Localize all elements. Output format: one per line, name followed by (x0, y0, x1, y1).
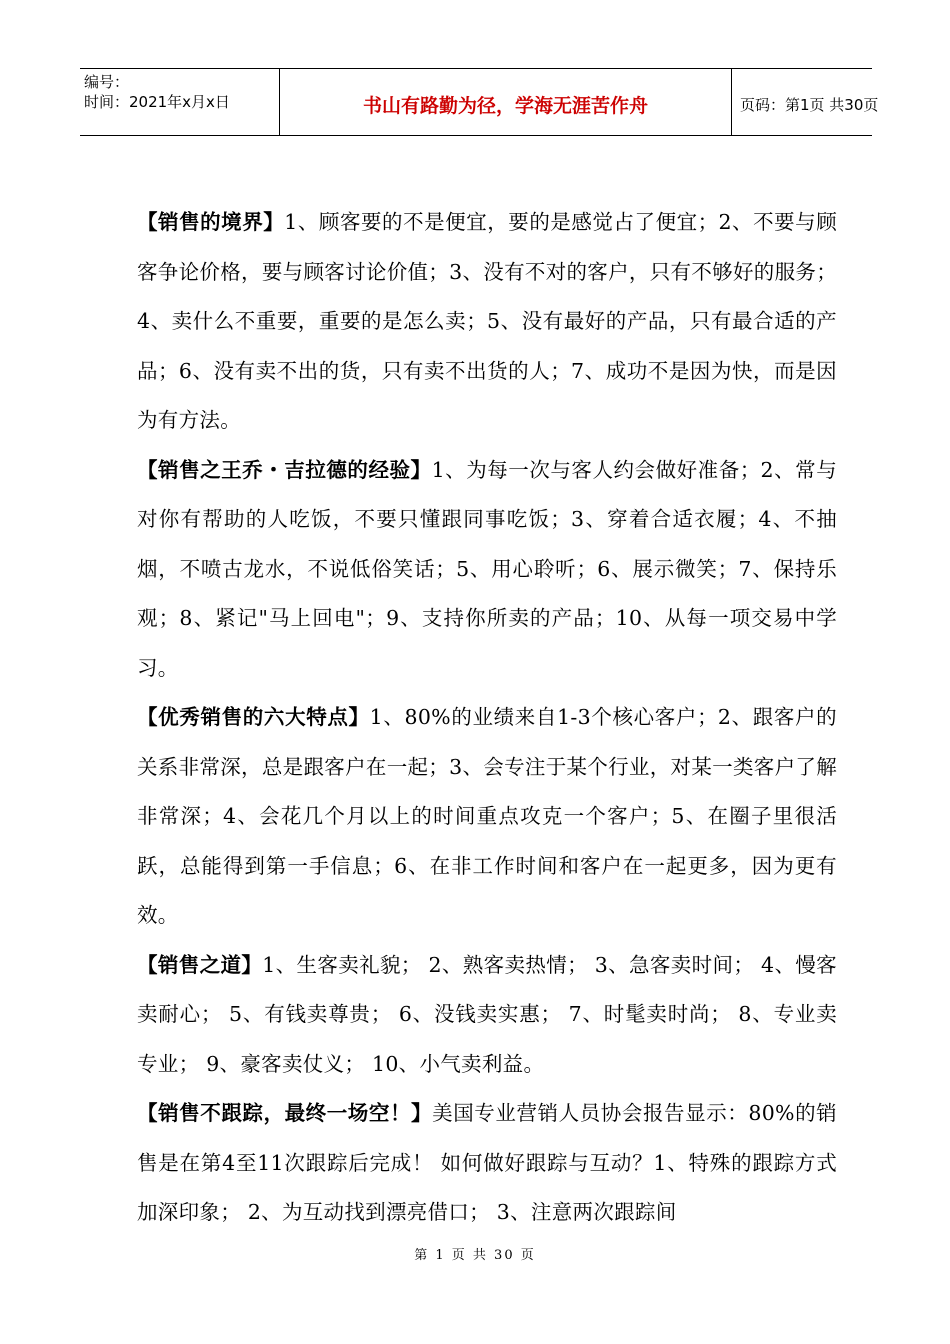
header-page-info: 页码：第1页 共30页 (740, 96, 879, 114)
section-paragraph (137, 198, 837, 446)
section-title: 【销售之道】 (137, 952, 263, 977)
section-body: 美国专业营销人员协会报告显示：80%的销售是在第4至11次跟踪后完成！ 如何做好跟踪与互动？1、特殊的跟踪方式加深印象； 2、为互动找到漂亮借口； 3、注意两次跟踪间 (137, 1101, 837, 1224)
section-paragraph (137, 941, 837, 1090)
section-paragraph (137, 693, 837, 941)
header-motto-cell (280, 69, 732, 135)
page-header (80, 68, 879, 136)
header-meta-cell (80, 69, 280, 135)
document-time-label: 时间：2021年x月x日 (84, 93, 230, 111)
section-body: 1、顾客要的不是便宜，要的是感觉占了便宜；2、不要与顾客争论价格，要与顾客讨论价值；3、没有不对的客户，只有不够好的服务；4、卖什么不重要，重要的是怎么卖；5、没有最好的产品，只有最合适的产品；6、没有卖不出的货，只有卖不出货的人；7、成功不是因为快，而是因为有方法。 (137, 210, 837, 432)
header-motto: 书山有路勤为径，学海无涯苦作舟 (362, 95, 648, 117)
header-page-cell (732, 69, 879, 135)
page-footer: 第 1 页 共 30 页 (414, 1248, 536, 1263)
section-title: 【优秀销售的六大特点】 (137, 705, 370, 729)
section-title: 【销售之王乔・吉拉德的经验】 (137, 457, 432, 482)
section-body: 1、为每一次与客人约会做好准备；2、常与对你有帮助的人吃饭，不要只懂跟同事吃饭；3、穿着合适衣履；4、不抽烟，不喷古龙水，不说低俗笑话；5、用心聆听；6、展示微笑；7、保持乐观；8、紧记"马上回电"；9、支持你所卖的产品；10、从每一项交易中学习。 (137, 457, 837, 680)
section-paragraph (137, 446, 837, 694)
section-title: 【销售的境界】 (137, 210, 285, 234)
document-number-label: 编号： (84, 73, 130, 91)
document-body (137, 198, 837, 1238)
section-paragraph (137, 1089, 837, 1238)
section-title: 【销售不跟踪，最终一场空！】 (137, 1101, 433, 1125)
section-body: 1、80%的业绩来自1-3个核心客户；2、跟客户的关系非常深，总是跟客户在一起；3、会专注于某个行业，对某一类客户了解非常深；4、会花几个月以上的时间重点攻克一个客户；5、在圈子里很活跃，总能得到第一手信息；6、在非工作时间和客户在一起更多，因为更有效。 (137, 705, 837, 927)
section-body: 1、生客卖礼貌； 2、熟客卖热情； 3、急客卖时间； 4、慢客卖耐心； 5、有钱卖尊贵； 6、没钱卖实惠； 7、时髦卖时尚； 8、专业卖专业； 9、豪客卖仗义； 10、小气卖利益。 (137, 952, 837, 1076)
